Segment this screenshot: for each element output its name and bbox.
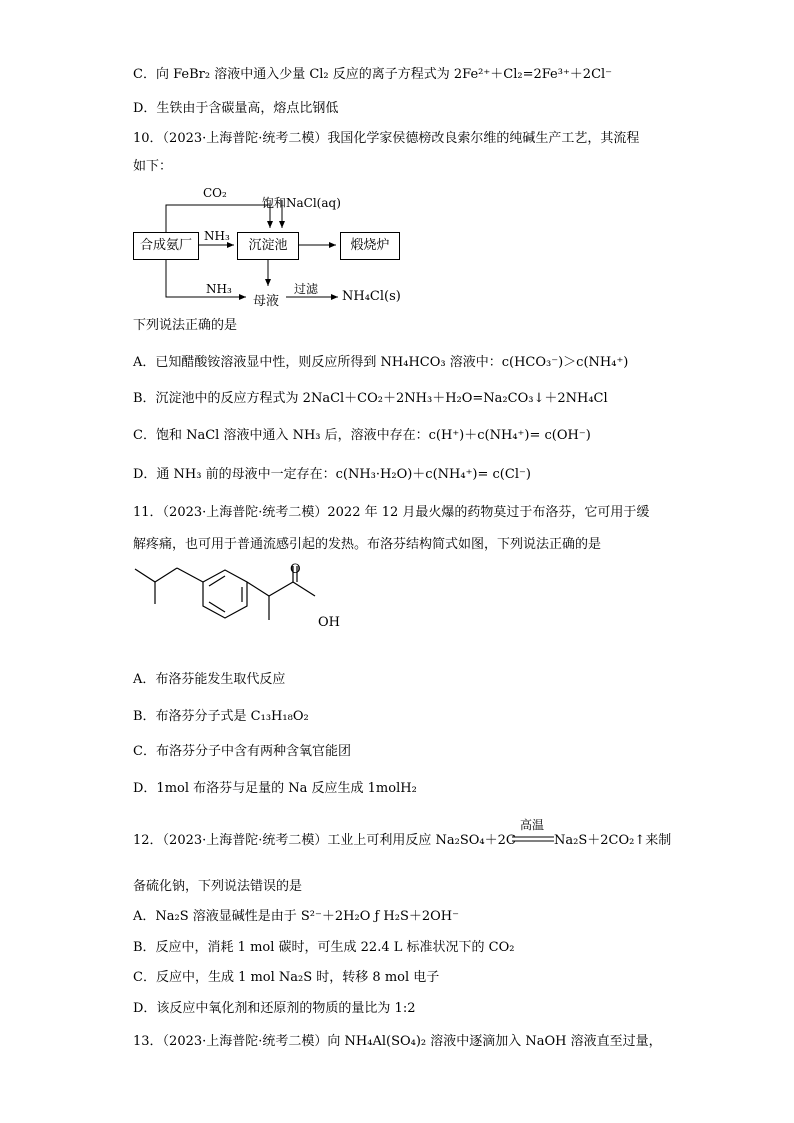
flow-box-precipitation-tank: 沉淀池 — [237, 232, 299, 260]
q9-option-d: D．生铁由于含碳量高，熔点比钢低 — [133, 101, 339, 116]
flow-label-nh3-top: NH₃ — [204, 229, 230, 243]
flow-label-co2: CO₂ — [203, 186, 227, 200]
q10-stem-cont: 如下： — [133, 159, 173, 174]
flow-box-furnace: 煅烧炉 — [340, 232, 400, 260]
q11-stem: 11．（2023·上海普陀·统考二模）2022 年 12 月最火爆的药物莫过于布洛芬，它可用于缓 — [133, 505, 650, 520]
q12-stem-right: Na₂S＋2CO₂↑来制 — [554, 833, 672, 848]
flow-diagram-lines — [0, 0, 794, 320]
q12-option-c: C．反应中，生成 1 mol Na₂S 时，转移 8 mol 电子 — [133, 970, 440, 985]
ibuprofen-oh: OH — [318, 615, 340, 630]
q10-option-c: C．饱和 NaCl 溶液中通入 NH₃ 后，溶液中存在：c(H⁺)＋c(NH₄⁺)= c(OH⁻) — [133, 428, 591, 443]
flow-box-ammonia-plant: 合成氨厂 — [133, 232, 199, 260]
q11-option-b: B．布洛芬分子式是 C₁₃H₁₈O₂ — [133, 709, 309, 724]
q12-stem-cont: 备硫化钠，下列说法错误的是 — [133, 879, 303, 894]
q13-stem: 13．（2023·上海普陀·统考二模）向 NH₄Al(SO₄)₂ 溶液中逐滴加入 NaOH 溶液直至过量， — [133, 1034, 662, 1049]
q12-condition: 高温 — [520, 818, 545, 832]
q9-option-c: C．向 FeBr₂ 溶液中通入少量 Cl₂ 反应的离子方程式为 2Fe²⁺＋Cl₂=2Fe³⁺＋2Cl⁻ — [133, 67, 613, 82]
ibuprofen-structure — [125, 562, 365, 662]
flow-label-nh4cl: NH₄Cl(s) — [342, 289, 401, 304]
q11-stem-cont: 解疼痛，也可用于普通流感引起的发热。布洛芬结构简式如图，下列说法正确的是 — [133, 537, 602, 552]
ibuprofen-oxygen: O — [290, 562, 301, 577]
q12-stem: 12．（2023·上海普陀·统考二模）工业上可利用反应 Na₂SO₄＋2C — [133, 833, 516, 848]
q12-option-b: B．反应中，消耗 1 mol 碳时，可生成 22.4 L 标准状况下的 CO₂ — [133, 940, 515, 955]
q10-stem: 10．（2023·上海普陀·统考二模）我国化学家侯德榜改良索尔维的纯碱生产工艺，其流程 — [133, 131, 640, 146]
q11-option-a: A．布洛芬能发生取代反应 — [133, 672, 286, 687]
q11-option-d: D．1mol 布洛芬与足量的 Na 反应生成 1molH₂ — [133, 781, 417, 796]
q10-option-a: A．已知醋酸铵溶液显中性，则反应所得到 NH₄HCO₃ 溶液中：c(HCO₃⁻)＞c(NH₄⁺) — [133, 355, 629, 370]
q12-equals-sign — [512, 835, 554, 843]
flow-label-nh3-bottom: NH₃ — [206, 282, 232, 296]
q10-option-d: D．通 NH₃ 前的母液中一定存在：c(NH₃·H₂O)＋c(NH₄⁺)= c(Cl⁻) — [133, 467, 531, 482]
flow-label-nacl: 饱和NaCl(aq) — [262, 196, 341, 210]
q11-option-c: C．布洛芬分子中含有两种含氧官能团 — [133, 744, 351, 759]
q12-option-a: A．Na₂S 溶液显碱性是由于 S²⁻＋2H₂O ƒ H₂S＋2OH⁻ — [133, 909, 460, 924]
q10-prompt: 下列说法正确的是 — [133, 318, 238, 333]
q12-option-d: D．该反应中氧化剂和还原剂的物质的量比为 1:2 — [133, 1001, 416, 1016]
q10-option-b: B．沉淀池中的反应方程式为 2NaCl＋CO₂＋2NH₃＋H₂O=Na₂CO₃↓＋2NH₄Cl — [133, 391, 608, 406]
flow-label-mother-liquor: 母液 — [253, 294, 280, 309]
flow-label-filter: 过滤 — [294, 282, 319, 296]
